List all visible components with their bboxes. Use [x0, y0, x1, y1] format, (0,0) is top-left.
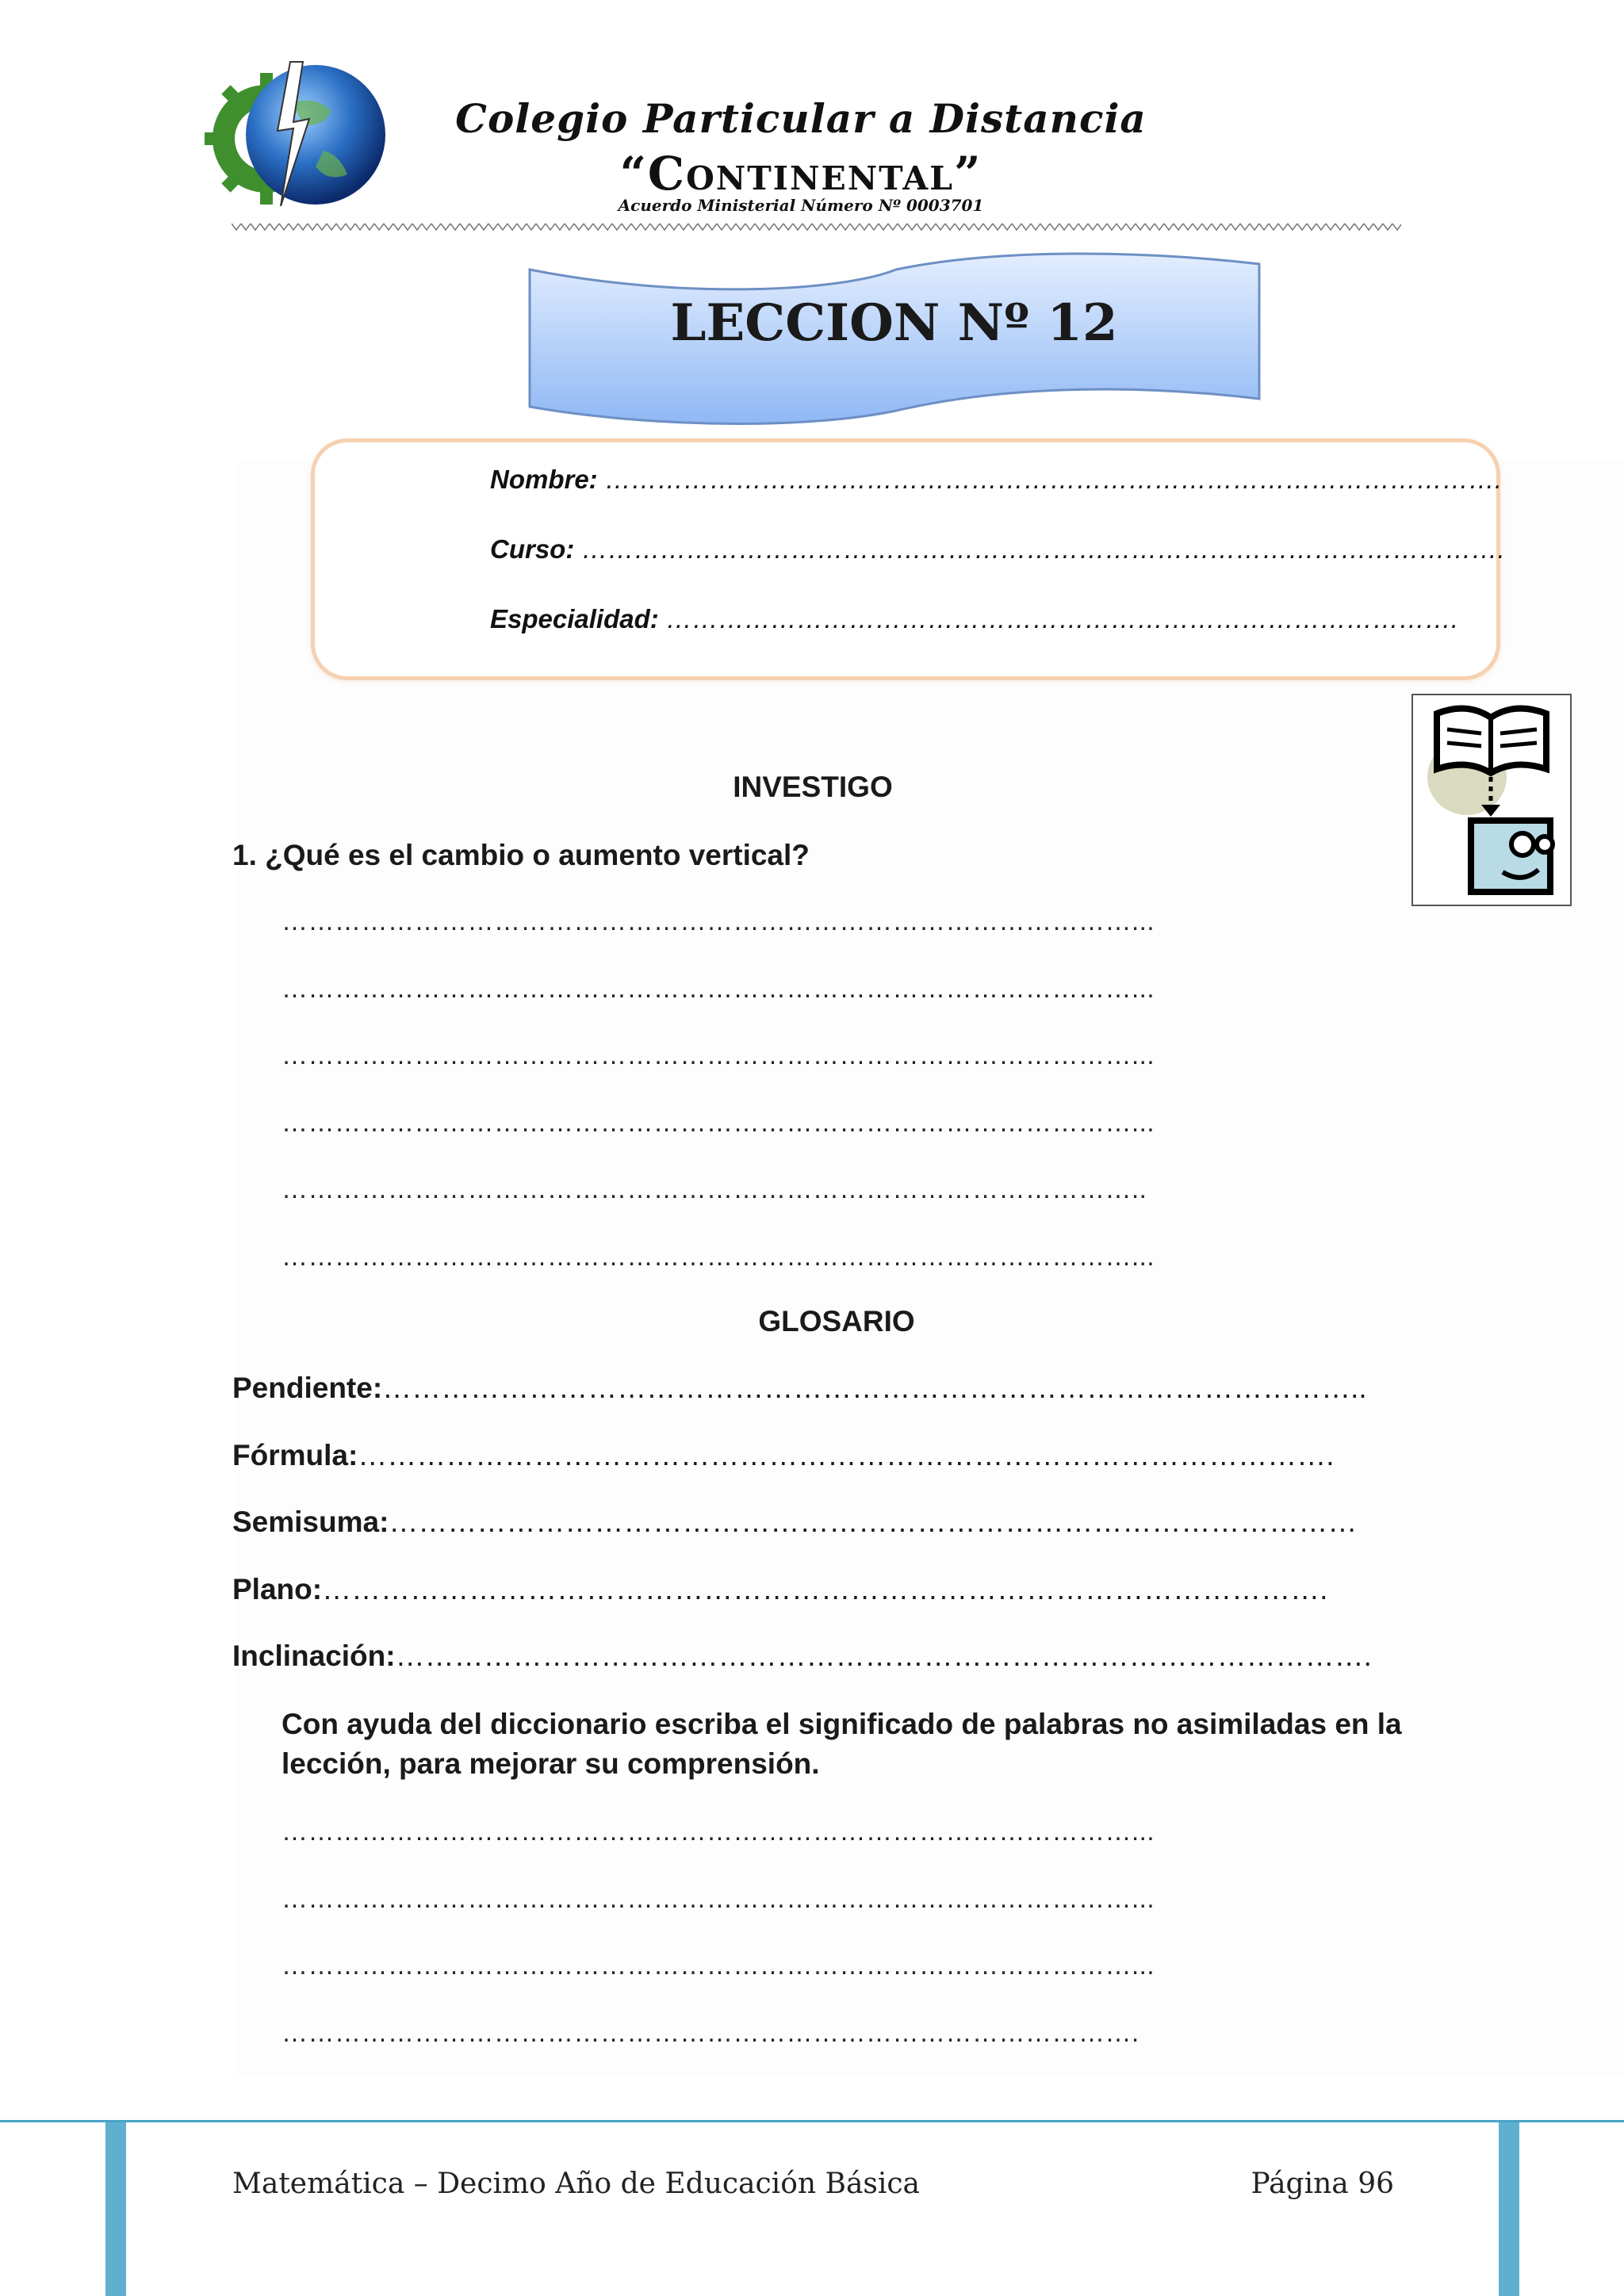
answer-line[interactable]: ……………………………………………………………………………………... — [282, 974, 1155, 1003]
term-label: Semisuma: — [232, 1506, 389, 1538]
gloss-term-pendiente[interactable] — [232, 1372, 1386, 1405]
term-label: Plano: — [232, 1573, 323, 1605]
answer-line[interactable]: ……………………………………………………………………………………... — [282, 1242, 1155, 1271]
answer-line[interactable]: ……………………………………………………………………………………. — [282, 2018, 1139, 2047]
gloss-term-semisuma[interactable] — [232, 1506, 1386, 1539]
header-divider — [232, 219, 1401, 235]
term-dots: ……………………………………………………………………………………….. — [382, 1372, 1367, 1404]
especialidad-label: Especialidad: — [490, 604, 659, 633]
nombre-label: Nombre: — [490, 465, 598, 494]
school-subtitle: “Continental” — [619, 147, 982, 201]
footer-bar-left — [105, 2122, 126, 2296]
dictionary-instruction: Con ayuda del diccionario escriba el significado de palabras no asimiladas en la lección, para mejorar su comprensión. — [282, 1708, 1402, 1780]
footer-bar-right — [1499, 2122, 1519, 2296]
curso-field[interactable] — [490, 534, 1505, 564]
ministerial-agreement: Acuerdo Ministerial Número Nº 0003701 — [618, 196, 984, 215]
question-1: 1. ¿Qué es el cambio o aumento vertical? — [232, 839, 810, 871]
footer-subject: Matemática – Decimo Año de Educación Básica — [232, 2168, 921, 2200]
term-label: Fórmula: — [232, 1439, 358, 1471]
reading-book-icon — [1411, 694, 1572, 906]
page-number: Página 96 — [1251, 2168, 1394, 2200]
especialidad-field[interactable] — [490, 604, 1459, 634]
term-dots: ………………………………………………………………………………………. — [395, 1640, 1372, 1672]
gloss-term-formula[interactable] — [232, 1439, 1386, 1472]
term-dots: …………………………………………………………………………………………. — [322, 1573, 1328, 1605]
school-logo — [205, 55, 391, 218]
especialidad-dots: ………………………………………………………………………………. — [665, 604, 1459, 633]
glosario-title: GLOSARIO — [758, 1305, 915, 1337]
gloss-term-inclinacion[interactable] — [232, 1640, 1386, 1673]
curso-dots: ……………………………………………………………………………………………. — [581, 534, 1505, 564]
answer-line[interactable]: ……………………………………………………………………………………... — [282, 906, 1155, 936]
investigo-title: INVESTIGO — [733, 771, 893, 803]
nombre-dots: …………………………………………………………………………………………. — [604, 465, 1503, 494]
nombre-field[interactable] — [490, 465, 1503, 495]
term-label: Pendiente: — [232, 1372, 383, 1404]
footer-divider — [0, 2120, 1624, 2122]
term-dots: ……………………………………………………………………………………… — [389, 1506, 1358, 1538]
answer-line[interactable]: ……………………………………………………………………………………... — [282, 1950, 1155, 1980]
school-name: Colegio Particular a Distancia — [455, 95, 1147, 142]
lesson-title: LECCION Nº 12 — [670, 293, 1118, 353]
answer-line[interactable]: ……………………………………………………………………………………... — [282, 1040, 1155, 1070]
term-label: Inclinación: — [232, 1640, 396, 1672]
gloss-term-plano[interactable] — [232, 1573, 1386, 1606]
answer-line[interactable]: …………………………………………………………………………………….. — [282, 1174, 1147, 1203]
term-dots: ………………………………………………………………………………………. — [358, 1439, 1335, 1471]
answer-line[interactable]: ……………………………………………………………………………………... — [282, 1816, 1155, 1846]
answer-line[interactable]: ……………………………………………………………………………………... — [282, 1884, 1155, 1913]
answer-line[interactable]: ……………………………………………………………………………………... — [282, 1108, 1155, 1137]
curso-label: Curso: — [490, 534, 575, 564]
